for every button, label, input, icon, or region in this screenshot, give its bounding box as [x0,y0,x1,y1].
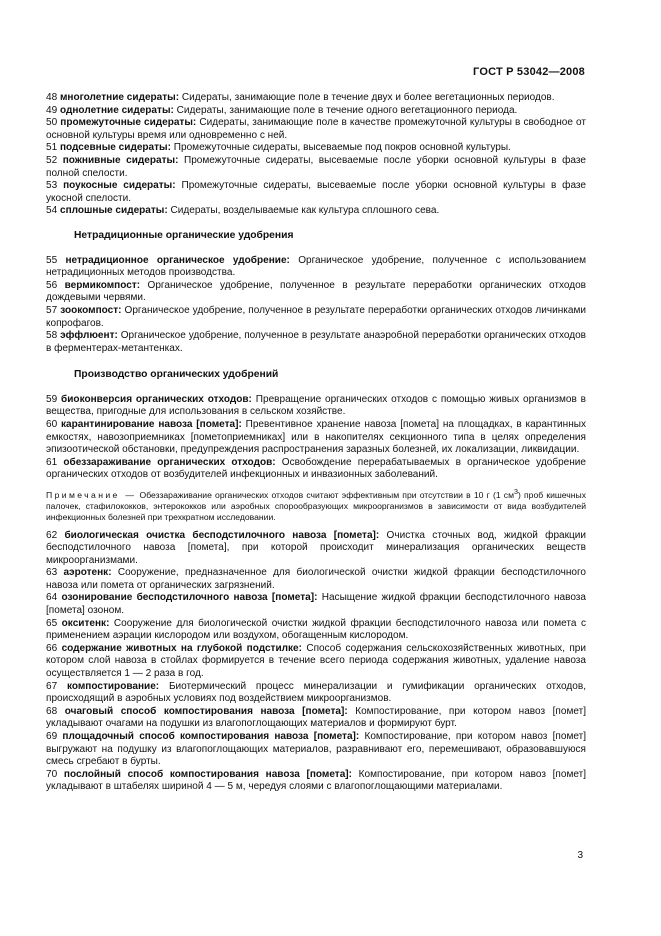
term-name: сплошные сидераты: [59,205,168,217]
term-definition: Освобождение перерабатываемых в органическое удобрение органических отходов от возбудителей инфекционных и инвазионных заболеваний. [46,456,586,481]
term-group-production [46,394,586,482]
term-number: 70 [46,768,58,780]
term-definition: Насыщение жидкой фракции бесподстилочного навоза [помета] озоном. [46,592,587,617]
term-entry [46,280,586,305]
section-heading: Нетрадиционные органические удобрения [74,229,294,241]
term-name: аэротенк: [63,567,112,579]
term-number: 48 [46,92,58,103]
term-name: эффлюент: [60,330,118,342]
term-number: 54 [46,205,58,217]
term-name: биологическая очистка бесподстилочного навоза [помета]: [64,529,380,541]
term-number: 69 [46,731,58,742]
term-number: 61 [46,456,58,468]
term-name: компостирование: [66,680,160,692]
term-number: 68 [46,705,58,717]
term-entry [46,419,586,457]
term-entry [46,769,586,794]
term-entry [46,567,586,592]
term-number: 63 [46,567,58,579]
term-definition: Сооружение для биологической очистки жидкой фракции бесподстилочного навоза или помета с применением аэрации кислородом или воздухом, обогащенным кислородом. [46,617,586,642]
term-name: вермикомпост: [64,279,141,291]
page-number: 3 [577,850,583,861]
term-group-processing [46,530,586,794]
term-entry [46,255,586,280]
term-entry [46,180,586,205]
term-entry [46,305,586,330]
term-definition: Сидераты, занимающие поле в течение одного вегетационного периода. [176,104,518,116]
page-content [46,92,586,794]
term-name: промежуточные сидераты: [60,117,197,129]
term-number: 56 [46,279,58,291]
term-definition: Компостирование, при котором навоз [помет] укладывают в штабелях шириной 4 — 5 м, чередуя слоями с влагопоглощающими материалами. [46,768,587,793]
term-number: 67 [46,680,58,692]
standard-code: ГОСТ Р 53042—2008 [473,66,585,78]
term-name: озонирование бесподстилочного навоза [помета]: [61,592,318,604]
term-entry [46,643,586,681]
term-entry [46,205,586,218]
note-label: Примечание — [46,489,137,500]
term-entry [46,92,586,105]
term-definition: Очистка сточных вод, жидкой фракции бесподстилочного навоза [помета], при которой происходит минерализация органических веществ микроорганизмами. [46,529,586,566]
term-number: 55 [46,254,58,266]
term-name: площадочный способ компостирования навоза [помета]: [62,731,360,742]
term-number: 64 [46,592,58,604]
term-number: 59 [46,393,58,405]
term-number: 53 [46,180,58,192]
term-group-green-manures [46,92,586,218]
term-entry [46,681,586,706]
term-definition: Биотермический процесс минерализации и гумификации органических отходов, происходящий в аэробных условиях под воздействием микроорганизмов. [46,680,586,705]
term-name: многолетние сидераты: [59,92,180,103]
term-name: карантинирование навоза [помета]: [61,419,242,431]
term-name: пожнивные сидераты: [62,154,179,166]
note-superscript: 3 [514,488,518,497]
term-number: 60 [46,419,58,431]
term-definition: Органическое удобрение, полученное в результате переработки органических отходов дождевыми червями. [46,279,587,304]
term-name: очаговый способ компостирования навоза [помета]: [64,705,348,717]
term-name: зоокомпост: [60,304,122,316]
term-name: окситенк: [61,617,110,629]
term-entry [46,731,586,769]
term-number: 49 [46,104,58,116]
term-number: 65 [46,617,58,629]
term-entry [46,592,586,617]
term-entry [46,394,586,419]
term-definition: Органическое удобрение, полученное в результате переработки органических отходов личинками копрофагов. [46,304,587,329]
term-definition: Компостирование, при котором навоз [помет] выгружают на подушку из влагопоглощающих материалов, разравнивают его, перемешивают, образовавшуюся смесь сгребают в бурты. [46,731,587,768]
term-number: 50 [46,117,58,129]
term-entry [46,330,586,355]
section-heading: Производство органических удобрений [74,369,279,381]
term-definition: Органическое удобрение, полученное в результате анаэробной переработки органических отходов в ферментерах-метантенках. [46,330,587,354]
term-number: 66 [46,642,58,654]
term-definition: Сидераты, занимающие поле в течение двух и более вегетационных периодов. [181,92,555,103]
term-number: 57 [46,304,58,316]
term-name: содержание животных на глубокой подстилке: [61,642,302,654]
term-definition: Превентивное хранение навоза [помета] на площадках, в карантинных емкостях, навозоприемниках [пометоприемниках] или в накопителях секционного типа в целях определения эпизоотической обстановки, предупреждения распространения заразных болезней, их локализации, ликвидации. [46,419,587,456]
term-entry [46,457,586,482]
note-text-after: ) проб кишечных палочек, стафилококков, энтерококков или аэробных спорообразующих микроорганизмов в зависимости от вида возбудителей инфекционных болезней при трехкратном исследовании. [46,489,586,523]
note-paragraph [46,487,586,523]
term-entry [46,706,586,731]
term-entry [46,155,586,180]
term-name: обеззараживание органических отходов: [63,456,276,468]
term-definition: Сидераты, занимающие поле в качестве промежуточной культуры в свободное от основной культуры время или одновременно с ней. [46,117,587,141]
term-number: 51 [46,142,58,154]
term-entry [46,530,586,568]
term-definition: Органическое удобрение, полученное с использованием нетрадиционных методов производства. [46,254,587,279]
term-definition: Превращение органических отходов с помощью живых организмов в вещества, пригодные для использования в сельском хозяйстве. [46,393,587,418]
term-name: биоконверсия органических отходов: [61,393,252,405]
term-name: однолетние сидераты: [59,104,174,116]
term-number: 52 [46,154,58,166]
term-definition: Сидераты, возделываемые как культура сплошного сева. [170,205,440,217]
term-definition: Сооружение, предназначенное для биологической очистки жидкой фракции бесподстилочного навоза или помета от органических загрязнений. [46,567,587,591]
term-group-nontraditional [46,255,586,356]
term-number: 62 [46,529,58,541]
term-entry [46,618,586,643]
term-entry [46,142,586,155]
term-entry [46,117,586,142]
term-name: поукосные сидераты: [63,180,176,192]
term-number: 58 [46,330,58,342]
term-definition: Промежуточные сидераты, высеваемые после уборки основной культуры в фазе укосной спелости. [46,180,587,204]
term-entry [46,105,586,118]
term-name: послойный способ компостирования навоза [помета]: [63,768,352,780]
term-definition: Способ содержания сельскохозяйственных животных, при котором слой навоза в стойлах формируется в течение всего периода содержания животных, удаление навоза осуществляется 1 — 2 раза в год. [46,642,586,680]
term-definition: Промежуточные сидераты, высеваемые под покров основной культуры. [173,142,511,154]
term-name: подсевные сидераты: [59,142,171,154]
note-text-before: Обеззараживание органических отходов считают эффективным при отсутствии в 10 г (1 см [139,489,514,500]
term-definition: Компостирование, при котором навоз [помет] укладывают очагами на подушки из влагопоглощающих материалов и формируют бурт. [46,705,587,730]
term-definition: Промежуточные сидераты, высеваемые после уборки основной культуры в фазе полной спелости. [46,154,586,179]
term-name: нетрадиционное органическое удобрение: [65,254,290,266]
